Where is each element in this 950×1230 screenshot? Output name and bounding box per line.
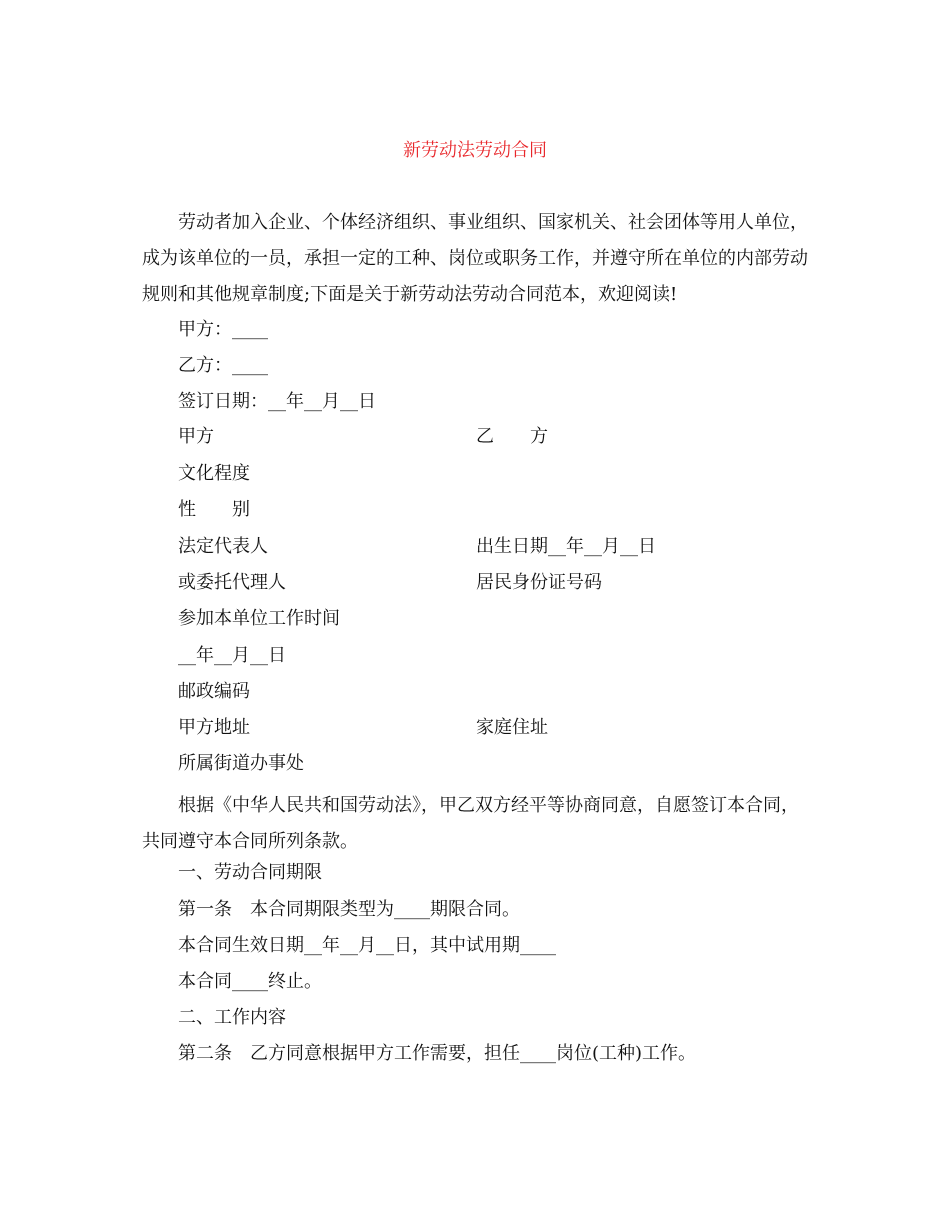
section-1-heading: 一、劳动合同期限	[178, 862, 322, 883]
join-time-field: 参加本单位工作时间	[178, 608, 340, 629]
article-1: 第一条 本合同期限类型为____期限合同。	[178, 899, 520, 920]
agent-field: 或委托代理人	[178, 572, 286, 593]
join-date-field: __年__月__日	[178, 645, 286, 666]
party-b-field: 乙方：____	[178, 355, 268, 376]
gender-field: 性 别	[178, 499, 250, 520]
intro-paragraph: 劳动者加入企业、个体经济组织、事业组织、国家机关、社会团体等用人单位，成为该单位的一员，承担一定的工种、岗位或职务工作，并遵守所在单位的内部劳动规则和其他规章制度;下面是关于新劳动法劳动合同范本，欢迎阅读!	[142, 212, 808, 305]
article-2: 第二条 乙方同意根据甲方工作需要，担任____岗位(工种)工作。	[178, 1043, 697, 1064]
sign-date-field: 签订日期：__年__月__日	[178, 391, 376, 412]
termination-line: 本合同____终止。	[178, 971, 322, 992]
subdistrict-field: 所属街道办事处	[178, 753, 304, 774]
table-label-yifang: 乙 方	[476, 426, 548, 447]
home-address-field: 家庭住址	[476, 717, 548, 738]
legal-rep-field: 法定代表人	[178, 536, 268, 557]
id-number-field: 居民身份证号码	[476, 572, 602, 593]
education-field: 文化程度	[178, 463, 250, 484]
effective-date-line: 本合同生效日期__年__月__日，其中试用期____	[178, 935, 556, 956]
document-title: 新劳动法劳动合同	[403, 140, 547, 161]
basis-paragraph: 根据《中华人民共和国劳动法》，甲乙双方经平等协商同意，自愿签订本合同，共同遵守本合同所列条款。	[142, 795, 799, 852]
table-label-jiafang: 甲方	[178, 426, 214, 447]
birth-date-field: 出生日期__年__月__日	[476, 536, 656, 557]
a-address-field: 甲方地址	[178, 717, 250, 738]
postcode-field: 邮政编码	[178, 681, 250, 702]
party-a-field: 甲方：____	[178, 319, 268, 340]
section-2-heading: 二、工作内容	[178, 1007, 286, 1028]
